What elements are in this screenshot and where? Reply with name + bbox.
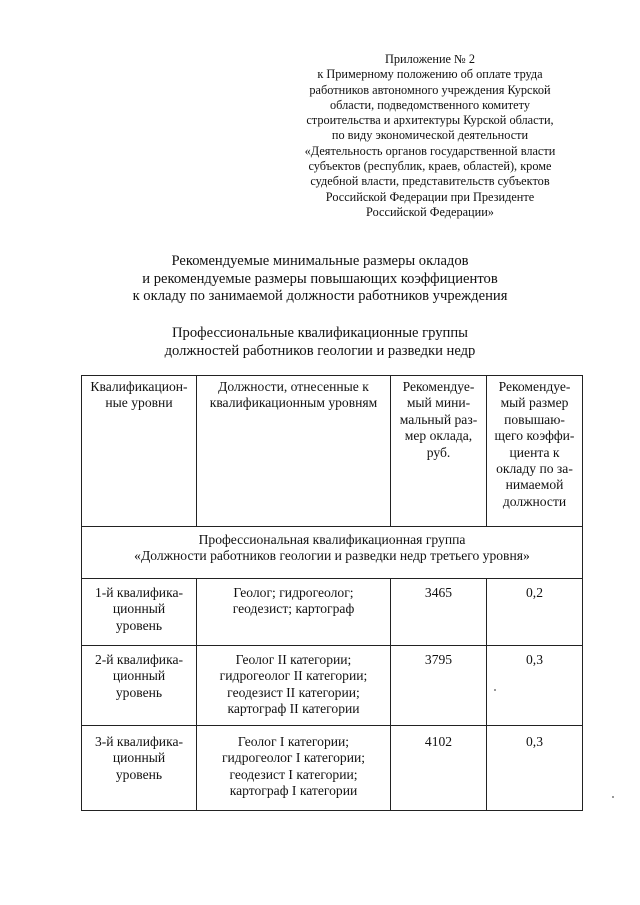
appendix-line: к Примерному положению об оплате труда bbox=[317, 67, 543, 82]
positions-cell: Геолог II категории; гидрогеолог II категории; геодезист II категории; картограф II категории bbox=[197, 646, 391, 726]
level-cell: 3-й квалифика- ционный уровень bbox=[82, 726, 197, 811]
group-title: Профессиональная квалификационная группа «Должности работников геологии и разведки недр третьего уровня» bbox=[82, 527, 583, 579]
level-cell: 1-й квалифика- ционный уровень bbox=[82, 579, 197, 646]
salary-table bbox=[81, 375, 583, 811]
appendix-line: строительства и архитектуры Курской области, bbox=[306, 113, 554, 128]
appendix-line: по виду экономической деятельности bbox=[331, 128, 529, 143]
level-cell: 2-й квалифика- ционный уровень bbox=[82, 646, 197, 726]
scan-speck bbox=[612, 796, 614, 798]
header-min-salary: Рекомендуе- мый мини- мальный раз- мер оклада, руб. bbox=[391, 376, 487, 527]
appendix-line: Приложение № 2 bbox=[384, 52, 476, 66]
subtitle-line: должностей работников геологии и разведки недр bbox=[164, 342, 476, 359]
title-line: к окладу по занимаемой должности работников учреждения bbox=[132, 288, 508, 305]
appendix-line: Российской Федерации при Президенте bbox=[325, 189, 535, 204]
table-row bbox=[82, 646, 583, 726]
header-qualification-levels: Квалификацион- ные уровни bbox=[82, 376, 197, 527]
title-line: и рекомендуемые размеры повышающих коэффициентов bbox=[142, 270, 498, 287]
appendix-note bbox=[290, 52, 570, 220]
subtitle-line: Профессиональные квалификационные группы bbox=[172, 325, 468, 341]
document-subtitle bbox=[60, 325, 580, 360]
coefficient-cell: 0,3 bbox=[487, 726, 583, 811]
table-header-row bbox=[82, 376, 583, 527]
table-row bbox=[82, 726, 583, 811]
coefficient-cell: 0,3 bbox=[487, 646, 583, 726]
appendix-line: судебной власти, представительств субъектов bbox=[310, 174, 550, 189]
positions-cell: Геолог; гидрогеолог; геодезист; картограф bbox=[197, 579, 391, 646]
salary-cell: 3795 bbox=[391, 646, 487, 726]
header-positions: Должности, отнесенные к квалификационным уровням bbox=[197, 376, 391, 527]
appendix-line: работников автономного учреждения Курской bbox=[309, 82, 551, 97]
positions-cell: Геолог I категории; гидрогеолог I категории; геодезист I категории; картограф I категории bbox=[197, 726, 391, 811]
appendix-line: субъектов (республик, краев, областей), кроме bbox=[308, 159, 552, 174]
scan-speck bbox=[494, 689, 496, 691]
salary-cell: 3465 bbox=[391, 579, 487, 646]
document-title bbox=[60, 253, 580, 306]
salary-cell: 4102 bbox=[391, 726, 487, 811]
table-row bbox=[82, 579, 583, 646]
appendix-line: Российской Федерации» bbox=[366, 204, 494, 219]
group-title-row bbox=[82, 527, 583, 579]
appendix-line: «Деятельность органов государственной власти bbox=[304, 143, 556, 158]
appendix-line: области, подведомственного комитету bbox=[330, 97, 530, 112]
coefficient-cell: 0,2 bbox=[487, 579, 583, 646]
header-coefficient: Рекомендуе- мый размер повышаю- щего коэффи- циента к окладу по за- нимаемой должности bbox=[487, 376, 583, 527]
title-line: Рекомендуемые минимальные размеры окладов bbox=[171, 253, 469, 269]
